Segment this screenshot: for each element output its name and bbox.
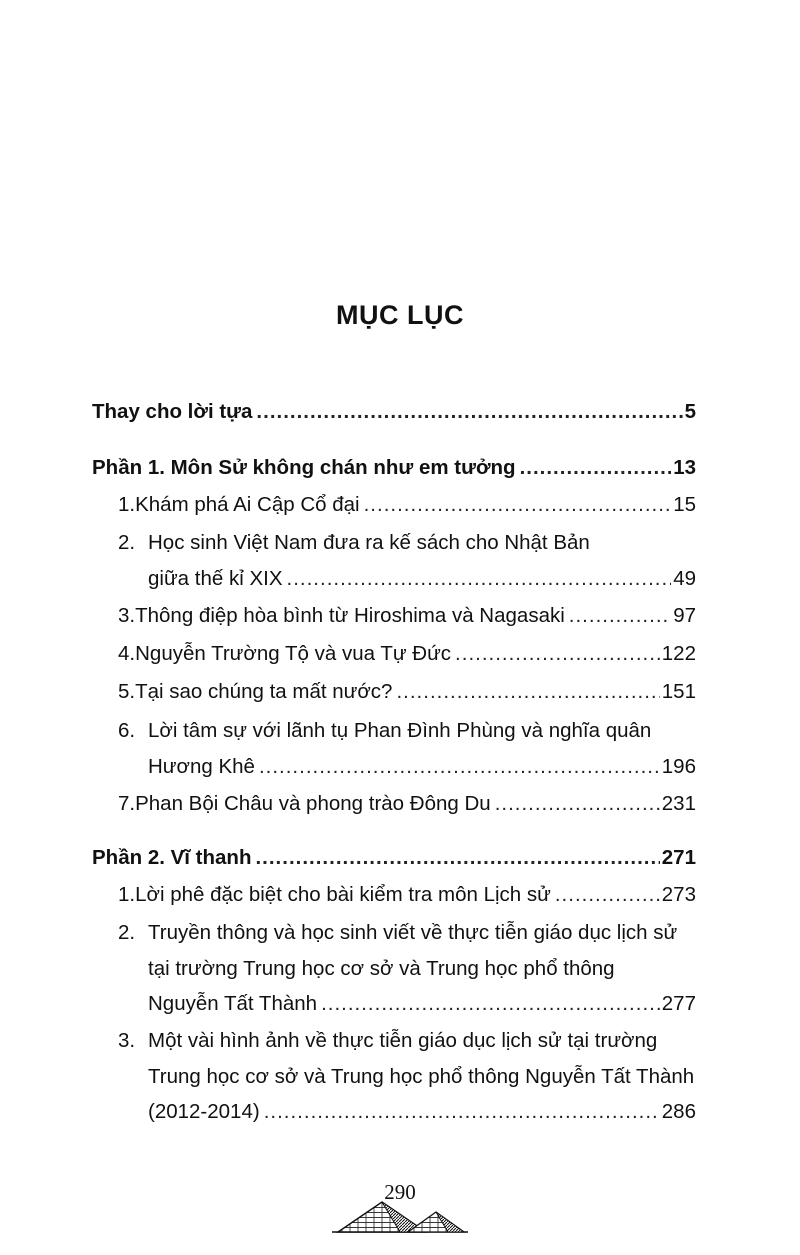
toc-item-page: 273 — [661, 883, 696, 906]
dot-leader — [569, 602, 671, 630]
toc-item-page: 151 — [661, 680, 696, 703]
toc-item-1-2-line-2 — [148, 565, 696, 593]
toc-item-number: 2. — [118, 531, 136, 554]
toc-entry-page: 5 — [684, 400, 696, 423]
toc-item-number: 5. — [118, 680, 136, 703]
toc-item-1-2-line-1 — [118, 529, 590, 557]
toc-item-number: 1. — [118, 493, 136, 516]
dot-leader — [455, 640, 660, 668]
toc-part-1-heading — [92, 454, 696, 482]
dot-leader — [495, 790, 660, 818]
dot-leader — [259, 753, 660, 781]
toc-item-label: Tại sao chúng ta mất nước? — [135, 680, 393, 703]
toc-item-label: Truyền thông và học sinh viết về thực tiễn giáo dục lịch sử — [148, 921, 678, 944]
toc-item-number: 4. — [118, 642, 136, 665]
toc-item-1-5 — [118, 678, 696, 706]
toc-item-label-continued: Trung học cơ sở và Trung học phổ thông Nguyễn Tất Thành — [148, 1065, 695, 1088]
toc-item-label-continued: tại trường Trung học cơ sở và Trung học phổ thông — [148, 957, 615, 980]
toc-entry-label: Thay cho lời tựa — [92, 400, 253, 423]
toc-part-label: Phần 2. Vĩ thanh — [92, 846, 252, 869]
toc-item-2-3-line-3 — [148, 1098, 696, 1126]
toc-item-2-1 — [118, 881, 696, 909]
toc-item-label: Nguyễn Trường Tộ và vua Tự Đức — [135, 642, 452, 665]
page-footer — [330, 1180, 470, 1236]
toc-item-page: 49 — [673, 567, 696, 590]
toc-item-label-continued: giữa thế kỉ XIX — [148, 567, 283, 590]
toc-item-2-2-line-3 — [148, 990, 696, 1018]
dot-leader — [396, 678, 659, 706]
dot-leader — [520, 454, 672, 482]
toc-item-2-3-line-1 — [118, 1027, 657, 1055]
toc-item-label: Lời tâm sự với lãnh tụ Phan Đình Phùng và nghĩa quân — [148, 719, 652, 742]
toc-item-label: Khám phá Ai Cập Cổ đại — [135, 493, 360, 516]
toc-item-page: 231 — [661, 792, 696, 815]
toc-item-label-continued: Hương Khê — [148, 755, 255, 778]
toc-item-label: Phan Bội Châu và phong trào Đông Du — [135, 792, 491, 815]
toc-item-label: Thông điệp hòa bình từ Hiroshima và Nagasaki — [135, 604, 565, 627]
dot-leader — [255, 844, 659, 872]
toc-item-2-2-line-2 — [148, 955, 615, 983]
toc-item-page: 97 — [673, 604, 696, 627]
dot-leader — [256, 398, 682, 426]
dot-leader — [321, 990, 660, 1018]
dot-leader — [555, 881, 660, 909]
toc-item-label-continued: (2012-2014) — [148, 1100, 260, 1123]
toc-item-1-1 — [118, 491, 696, 519]
dot-leader — [287, 565, 672, 593]
toc-item-number: 3. — [118, 604, 136, 627]
toc-entry-preface — [92, 398, 696, 426]
toc-item-page: 286 — [661, 1100, 696, 1123]
toc-item-page: 15 — [673, 493, 696, 516]
toc-item-1-6-line-1 — [118, 717, 651, 745]
toc-item-number: 1. — [118, 883, 136, 906]
toc-item-2-3-line-2 — [148, 1063, 694, 1091]
toc-item-number: 7. — [118, 792, 136, 815]
toc-part-page: 13 — [673, 456, 696, 479]
toc-item-number: 2. — [118, 921, 136, 944]
toc-item-2-2-line-1 — [118, 919, 677, 947]
toc-part-label: Phần 1. Môn Sử không chán như em tưởng — [92, 456, 516, 479]
toc-item-page: 277 — [661, 992, 696, 1015]
toc-item-number: 6. — [118, 719, 136, 742]
toc-item-label: Một vài hình ảnh về thực tiễn giáo dục lịch sử tại trường — [148, 1029, 658, 1052]
page-title: MỤC LỤC — [336, 300, 464, 330]
toc-item-label: Lời phê đặc biệt cho bài kiểm tra môn Lịch sử — [135, 883, 551, 906]
toc-item-1-4 — [118, 640, 696, 668]
dot-leader — [264, 1098, 660, 1126]
toc-item-1-7 — [118, 790, 696, 818]
toc-item-number: 3. — [118, 1029, 136, 1052]
toc-item-1-6-line-2 — [148, 753, 696, 781]
toc-item-page: 122 — [661, 642, 696, 665]
pyramid-ornament-icon — [330, 1198, 470, 1234]
toc-item-1-3 — [118, 602, 696, 630]
toc-item-label-continued: Nguyễn Tất Thành — [148, 992, 318, 1015]
toc-part-page: 271 — [661, 846, 696, 869]
toc-item-label: Học sinh Việt Nam đưa ra kế sách cho Nhật Bản — [148, 531, 590, 554]
page-number: 290 — [384, 1180, 416, 1204]
toc-part-2-heading — [92, 844, 696, 872]
toc-item-page: 196 — [661, 755, 696, 778]
dot-leader — [364, 491, 672, 519]
